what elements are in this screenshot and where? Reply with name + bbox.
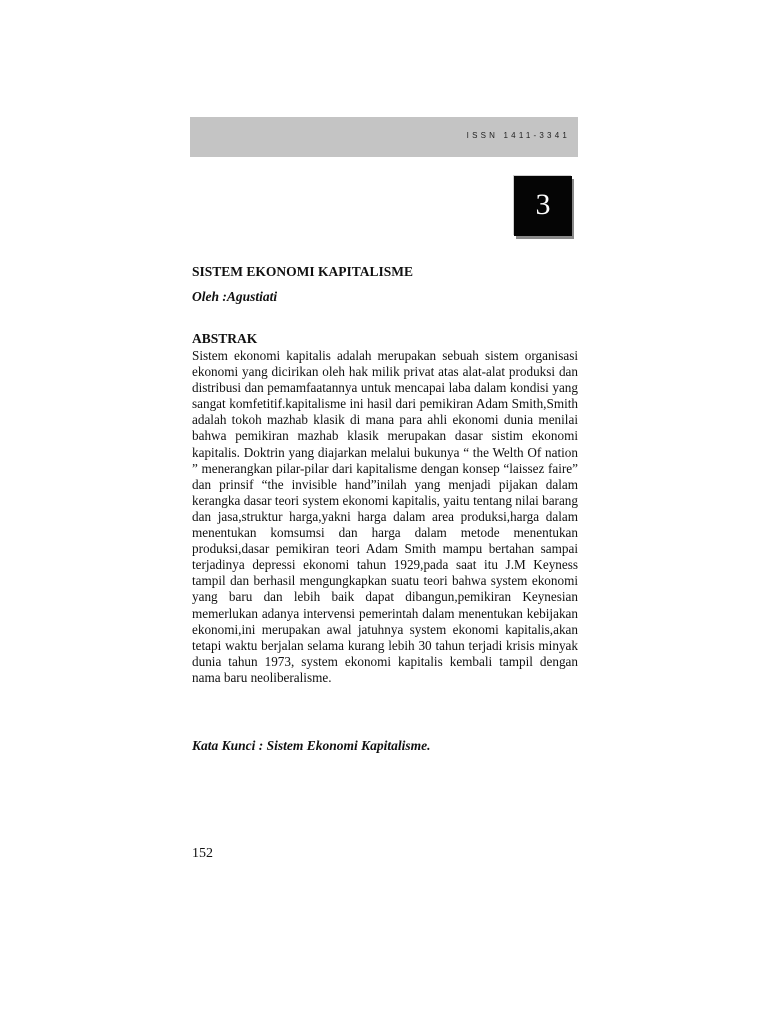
chapter-number: 3 — [535, 188, 551, 221]
article-title: SISTEM EKONOMI KAPITALISME — [192, 264, 414, 279]
article-author: Oleh :Agustiati — [192, 289, 278, 304]
chapter-number-box — [514, 176, 572, 236]
abstract-body: Sistem ekonomi kapitalis adalah merupakan sebuah sistem organisasi ekonomi yang dicirikan oleh hak milik privat atas alat-alat produksi dan distribusi dan pemamfaatannya untuk mencapai laba dalam kondisi yang sangat komfetitif.kapitalisme ini hasil dari pemikiran Adam Smith,Smith adalah tokoh mazhab klasik di mana para ahli ekonomi dunia menilai bahwa pemikiran mazhab klasik merupakan dasar sistim ekonomi kapitalis. Doktrin yang diajarkan melalui bukunya “ the Welth Of nation ” menerangkan pilar-pilar dari kapitalisme dengan konsep “laissez faire” dan prinsif “the invisible hand”inilah yang menjadi pijakan dalam kerangka dasar teori system ekonomi kapitalis, yaitu tentang nilai barang dan jasa,struktur harga,yakni harga dalam area produksi,harga dalam menentukan komsumsi dan harga dalam metode menentukan produksi,dasar pemikiran teori Adam Smith mampu bertahan sampai terjadinya depressi ekonomi tahun 1929,pada saat itu J.M Keyness tampil dan berhasil mengungkapkan suatu teori bahwa system ekonomi yang baru dan lebih baik dapat dibangun,pemikiran Keynesian memerlukan adanya intervensi pemerintah dalam menentukan kebijakan ekonomi,ini merupakan awal jatuhnya system ekonomi kapitalis,akan tetapi waktu berjalan selama kurang lebih 30 tahun terjadi krisis minyak dunia tahun 1973, system ekonomi kapitalis kembali tampil dengan nama baru neoliberalisme. — [192, 348, 578, 685]
abstract-heading: ABSTRAK — [192, 331, 258, 346]
issn-label: ISSN 1411-3341 — [466, 131, 570, 140]
header-band — [190, 117, 578, 157]
keywords: Kata Kunci : Sistem Ekonomi Kapitalisme. — [192, 738, 431, 753]
page-number: 152 — [192, 846, 213, 861]
